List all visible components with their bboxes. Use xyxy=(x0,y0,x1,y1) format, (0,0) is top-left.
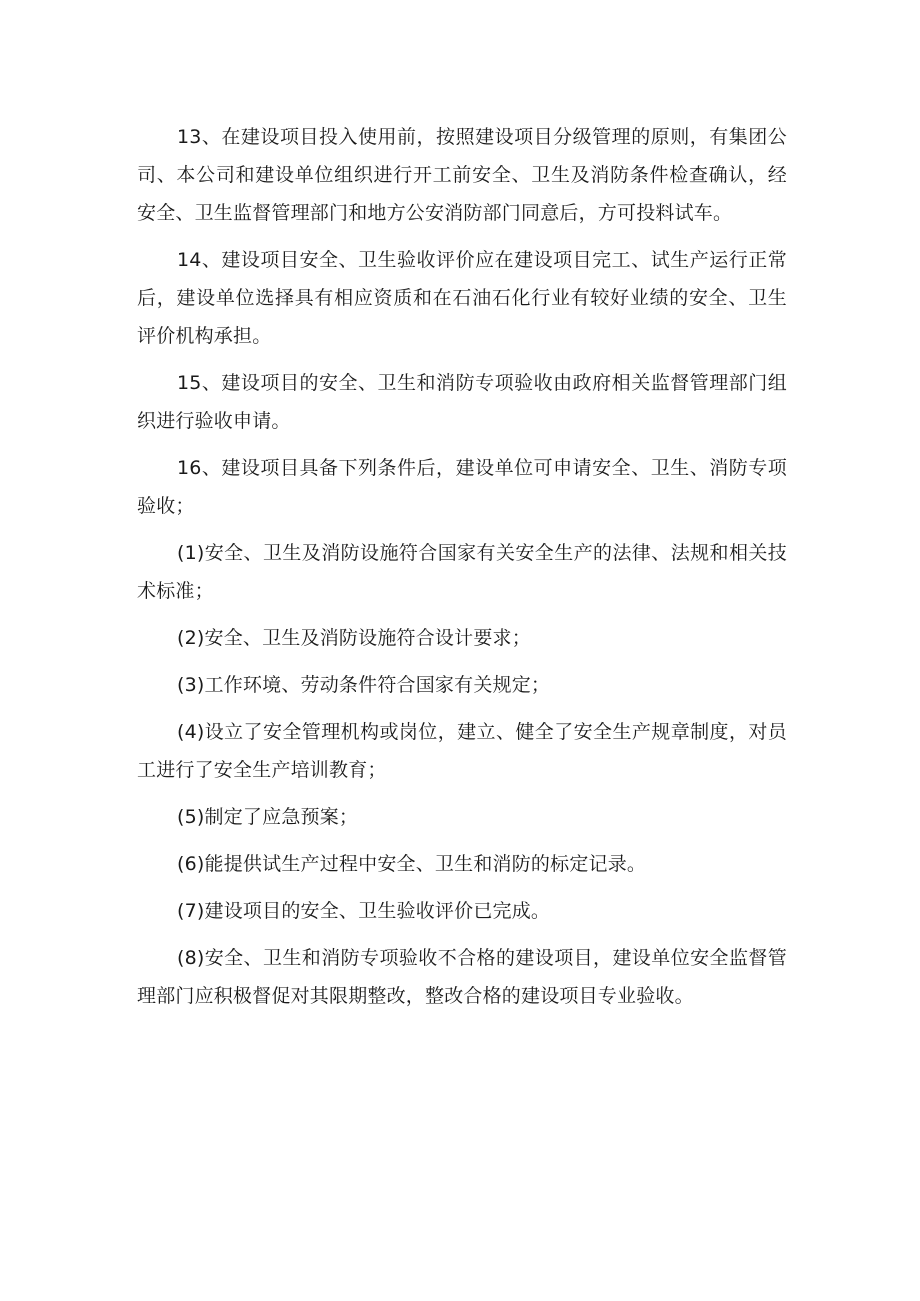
paragraph-14: 14、建设项目安全、卫生验收评价应在建设项目完工、试生产运行正常后，建设单位选择具有相应资质和在石油石化行业有较好业绩的安全、卫生评价机构承担。 xyxy=(137,249,787,347)
paragraph-13: 13、在建设项目投入使用前，按照建设项目分级管理的原则，有集团公司、本公司和建设单位组织进行开工前安全、卫生及消防条件检查确认，经安全、卫生监督管理部门和地方公安消防部门同意后，方可投料试车。 xyxy=(137,126,787,224)
paragraph-15: 15、建设项目的安全、卫生和消防专项验收由政府相关监督管理部门组织进行验收申请。 xyxy=(137,372,787,432)
list-item-1: (1)安全、卫生及消防设施符合国家有关安全生产的法律、法规和相关技术标准； xyxy=(137,542,787,602)
document-body xyxy=(137,118,787,1024)
list-item-8: (8)安全、卫生和消防专项验收不合格的建设项目，建设单位安全监督管理部门应积极督促对其限期整改，整改合格的建设项目专业验收。 xyxy=(137,947,787,1007)
list-item-2: (2)安全、卫生及消防设施符合设计要求； xyxy=(177,627,531,649)
list-item-4: (4)设立了安全管理机构或岗位，建立、健全了安全生产规章制度，对员工进行了安全生产培训教育； xyxy=(137,721,787,781)
list-item-3: (3)工作环境、劳动条件符合国家有关规定； xyxy=(177,674,551,696)
paragraph-16: 16、建设项目具备下列条件后，建设单位可申请安全、卫生、消防专项验收； xyxy=(137,457,787,517)
list-item-6: (6)能提供试生产过程中安全、卫生和消防的标定记录。 xyxy=(177,853,647,875)
list-item-5: (5)制定了应急预案； xyxy=(177,806,359,828)
list-item-7: (7)建设项目的安全、卫生验收评价已完成。 xyxy=(177,900,551,922)
